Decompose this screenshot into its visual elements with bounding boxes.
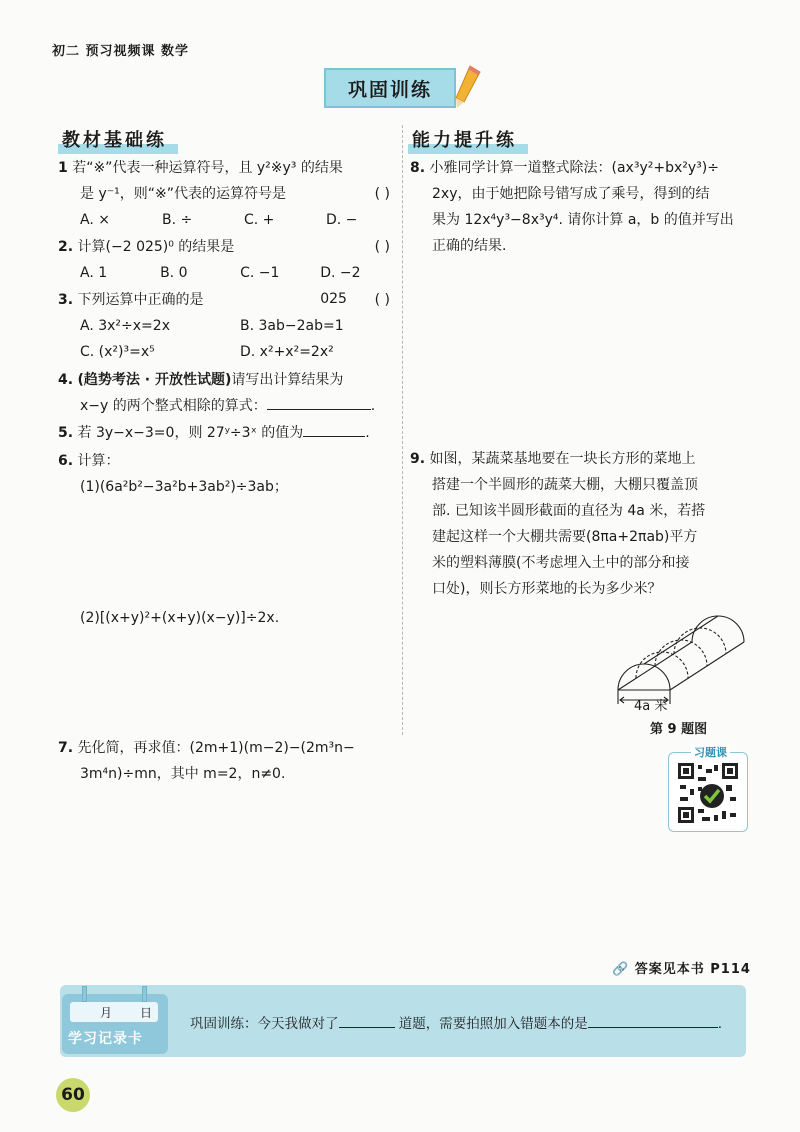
page-title: 巩固训练: [324, 68, 456, 108]
section-advanced-title: 能力提升练: [412, 130, 517, 151]
question-2-choice-c: C. −1: [240, 265, 280, 281]
record-card-content: [190, 1012, 740, 1032]
record-card-date-panel: [62, 994, 168, 1054]
question-2-answer-paren: ( ): [374, 239, 390, 255]
question-3-choice-c: C. (x²)³=x⁵: [80, 344, 155, 360]
question-2-choice-b: B. 0: [160, 265, 188, 281]
question-3-choice-d: D. x²+x²=2x²: [240, 344, 334, 360]
record-card-text-1: 巩固训练：今天我做对了: [190, 1016, 339, 1032]
question-9-number: 9.: [410, 451, 426, 467]
page-number: 60: [56, 1078, 90, 1112]
question-1-choice-a: A. ×: [80, 212, 110, 228]
question-9-line6: 口处)，则长方形菜地的长为多少米？: [432, 581, 662, 597]
answer-reference-text: 答案见本书 P114: [634, 962, 751, 977]
question-8-line4: 正确的结果.: [432, 238, 507, 254]
question-6-part-2: (2)[(x+y)²+(x+y)(x−y)]÷2x.: [80, 610, 280, 626]
question-5-number: 5.: [58, 425, 74, 441]
question-4-blank[interactable]: [267, 395, 371, 410]
card-ring-left: [82, 986, 87, 1002]
question-4-text-line2: x−y 的两个整式相除的算式：: [80, 398, 267, 414]
question-9: [410, 446, 750, 602]
question-5-text: 若 3y−x−3=0，则 27ʸ÷3ˣ 的值为: [77, 425, 304, 441]
question-5: 5. 若 3y−x−3=0，则 27ʸ÷3ˣ 的值为 .: [58, 420, 398, 446]
column-divider: [402, 125, 403, 735]
section-basic: [58, 126, 178, 154]
question-7: [58, 735, 398, 787]
question-3-number: 3.: [58, 292, 74, 308]
question-6-part-1: (1)(6a²b²−3a²b+3ab²)÷3ab；: [80, 479, 288, 495]
question-6: [58, 448, 398, 500]
question-4-number: 4.: [58, 372, 74, 388]
question-3-choice-a: A. 3x²÷x=2x: [80, 318, 170, 334]
question-1-choice-d: D. −: [326, 212, 358, 228]
question-1-answer-paren: ( ): [374, 186, 390, 202]
link-icon: 🔗: [612, 962, 630, 977]
question-9-line1: 如图，某蔬菜基地要在一块长方形的菜地上: [429, 451, 696, 467]
section-advanced: [408, 126, 528, 154]
question-8-line1: 小雅同学计算一道整式除法：(ax³y²+bx²y³)÷: [429, 160, 719, 176]
question-8-number: 8.: [410, 160, 426, 176]
question-9-line2: 搭建一个半圆形的蔬菜大棚，大棚只覆盖顶: [432, 477, 698, 493]
qr-code-icon: [678, 763, 738, 823]
question-4: 4. (趋势考法 · 开放性试题)请写出计算结果为 x−y 的两个整式相除的算式： .: [58, 372, 376, 414]
record-card-month: 月: [100, 1006, 113, 1020]
record-card-day: 日: [140, 1006, 153, 1020]
section-basic-title: 教材基础练: [62, 130, 167, 151]
pencil-icon: [452, 64, 482, 110]
question-1-text-line2: 是 y⁻¹，则“※”代表的运算符号是: [80, 186, 286, 202]
figure-caption: 第 9 题图: [650, 722, 708, 737]
question-3: [58, 287, 390, 365]
qr-code-box[interactable]: [668, 746, 748, 832]
record-card-date-field[interactable]: [70, 1002, 158, 1022]
greenhouse-figure: [612, 612, 752, 708]
question-2-choice-a: A. 1: [80, 265, 108, 281]
question-6-text: 计算：: [77, 453, 120, 469]
question-3-answer-paren: ( ): [374, 292, 390, 308]
question-7-number: 7.: [58, 740, 74, 756]
question-3-choice-b: B. 3ab−2ab=1: [240, 318, 344, 334]
question-3-text: 下列运算中正确的是: [77, 292, 204, 308]
question-8-line3: 果为 12x⁴y³−8x³y⁴. 请你计算 a，b 的值并写出: [432, 212, 734, 228]
question-8-line2: 2xy，由于她把除号错写成了乘号，得到的结: [432, 186, 710, 202]
question-1-choice-c: C. +: [244, 212, 275, 228]
question-8: [410, 155, 750, 259]
figure-dimension-label: 4a 米: [634, 699, 668, 714]
question-4-tag: (趋势考法 · 开放性试题): [77, 372, 232, 388]
question-4-text-line1: 请写出计算结果为: [231, 372, 344, 388]
question-1-text-line1: 若“※”代表一种运算符号，且 y²※y³ 的结果: [72, 160, 343, 176]
question-2-number: 2.: [58, 239, 74, 255]
question-2-text: 计算(−2 025)⁰ 的结果是: [77, 239, 235, 255]
question-7-text-line1: 先化简，再求值：(2m+1)(m−2)−(2m³n−: [77, 740, 355, 756]
answer-reference: [612, 958, 751, 977]
question-9-line5: 米的塑料薄膜(不考虑埋入土中的部分和接: [432, 555, 690, 571]
record-card-mistake-blank[interactable]: [588, 1013, 718, 1028]
question-2-choice-d: D. −2 025: [320, 265, 361, 307]
question-5-blank[interactable]: [303, 422, 365, 437]
record-card-text-2: 道题，需要拍照加入错题本的是: [398, 1016, 588, 1032]
record-card-label: 学习记录卡: [68, 1031, 143, 1047]
question-6-number: 6.: [58, 453, 74, 469]
question-9-line3: 部. 已知该半圆形截面的直径为 4a 米，若搭: [432, 503, 706, 519]
question-1-number: 1: [58, 160, 68, 176]
question-7-text-line2: 3m⁴n)÷mn，其中 m=2，n≠0.: [80, 766, 286, 782]
card-ring-right: [142, 986, 147, 1002]
qr-code-label: 习题课: [691, 744, 730, 760]
question-9-line4: 建起这样一个大棚共需要(8πa+2πab)平方: [432, 529, 698, 545]
breadcrumb: 初二 预习视频课 数学: [52, 44, 190, 59]
question-1-choice-b: B. ÷: [162, 212, 193, 228]
question-1: [58, 155, 390, 233]
record-card-end: .: [717, 1016, 723, 1032]
record-card-correct-count-blank[interactable]: [339, 1013, 395, 1028]
